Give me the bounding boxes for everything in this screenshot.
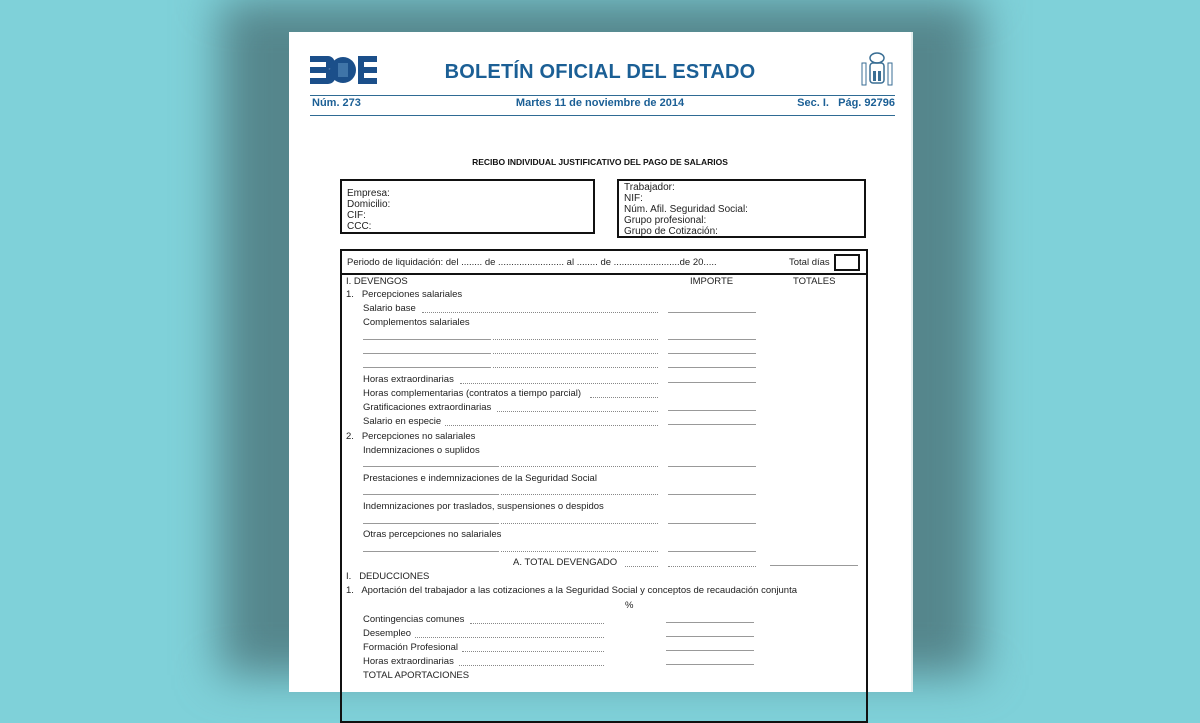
dotted-leader — [462, 651, 604, 652]
worker-label: Trabajador: — [624, 182, 675, 193]
concept-field[interactable] — [363, 339, 491, 340]
dotted-leader — [501, 466, 658, 467]
desempleo-label: Desempleo — [363, 628, 412, 639]
cif-label: CIF: — [347, 210, 366, 221]
dotted-leader — [668, 566, 756, 567]
company-box — [340, 179, 595, 234]
dotted-leader — [497, 411, 658, 412]
horas-extra-label: Horas extraordinarias — [363, 374, 454, 385]
importe-field[interactable] — [668, 353, 756, 354]
percepciones-no-salariales-heading: 2. Percepciones no salariales — [346, 431, 476, 442]
issue-date: Martes 11 de noviembre de 2014 — [515, 97, 685, 109]
total-days-field[interactable] — [834, 254, 860, 271]
period-row — [342, 251, 866, 275]
header-rule-bottom — [310, 115, 895, 116]
importe-field[interactable] — [668, 466, 756, 467]
otras-percepciones-label: Otras percepciones no salariales — [363, 529, 502, 540]
total-devengado-label: A. TOTAL DEVENGADO — [513, 557, 618, 568]
importe-field[interactable] — [668, 523, 756, 524]
dotted-leader — [415, 637, 604, 638]
concept-field[interactable] — [363, 466, 499, 467]
traslados-label: Indemnizaciones por traslados, suspensiones o despidos — [363, 501, 604, 512]
total-days-label: Total días — [789, 257, 830, 268]
contribution-group-label: Grupo de Cotización: — [624, 226, 718, 237]
document-page — [289, 32, 913, 692]
document-title: RECIBO INDIVIDUAL JUSTIFICATIVO DEL PAGO DE SALARIOS — [472, 157, 728, 167]
ccc-label: CCC: — [347, 221, 372, 232]
totales-header: TOTALES — [793, 276, 836, 287]
aportacion-heading: 1. Aportación del trabajador a las cotizaciones a la Seguridad Social y conceptos de recaudación conjunta — [346, 585, 798, 596]
importe-field[interactable] — [668, 339, 756, 340]
deduction-field[interactable] — [666, 650, 754, 651]
dotted-leader — [460, 383, 658, 384]
complementos-label: Complementos salariales — [363, 317, 470, 328]
dotted-leader — [493, 367, 658, 368]
importe-field[interactable] — [668, 382, 756, 383]
contingencias-label: Contingencias comunes — [363, 614, 465, 625]
importe-field[interactable] — [668, 367, 756, 368]
dotted-leader — [501, 494, 658, 495]
deducciones-heading: I. DEDUCCIONES — [346, 571, 430, 582]
period-text: Periodo de liquidación: del ........ de ......................... al ........ de .........................de 20..... — [347, 257, 717, 268]
importe-field[interactable] — [668, 312, 756, 313]
company-label: Empresa: — [347, 188, 390, 199]
professional-group-label: Grupo profesional: — [624, 215, 707, 226]
percepciones-salariales-heading: 1. Percepciones salariales — [346, 289, 463, 300]
concept-field[interactable] — [363, 551, 499, 552]
dotted-leader — [590, 397, 658, 398]
dotted-leader — [470, 623, 604, 624]
concept-field[interactable] — [363, 494, 499, 495]
importe-header: IMPORTE — [690, 276, 734, 287]
dotted-leader — [422, 312, 658, 313]
indemnizaciones-suplidos-label: Indemnizaciones o suplidos — [363, 445, 480, 456]
importe-field[interactable] — [668, 494, 756, 495]
salario-especie-label: Salario en especie — [363, 416, 442, 427]
concept-field[interactable] — [363, 523, 499, 524]
total-devengado-field[interactable] — [770, 565, 858, 566]
deduction-field[interactable] — [666, 664, 754, 665]
devengos-heading: I. DEVENGOS — [346, 276, 408, 287]
importe-field[interactable] — [668, 424, 756, 425]
payroll-table — [340, 249, 868, 723]
dotted-leader — [493, 339, 658, 340]
concept-field[interactable] — [363, 367, 491, 368]
formacion-label: Formación Profesional — [363, 642, 459, 653]
dotted-leader — [493, 353, 658, 354]
importe-field[interactable] — [668, 551, 756, 552]
deduction-field[interactable] — [666, 636, 754, 637]
dotted-leader — [445, 425, 658, 426]
address-label: Domicilio: — [347, 199, 391, 210]
dotted-leader — [459, 665, 604, 666]
coat-of-arms-icon — [859, 51, 895, 89]
salario-base-label: Salario base — [363, 303, 416, 314]
header-rule — [310, 95, 895, 96]
page-title: BOLETÍN OFICIAL DEL ESTADO — [444, 61, 756, 83]
worker-box — [617, 179, 866, 238]
dotted-leader — [501, 551, 658, 552]
issue-number: Núm. 273 — [312, 97, 361, 109]
horas-complementarias-label: Horas complementarias (contratos a tiempo parcial) — [363, 388, 582, 399]
concept-field[interactable] — [363, 353, 491, 354]
dotted-leader — [501, 523, 658, 524]
horas-extra-deduccion-label: Horas extraordinarias — [363, 656, 454, 667]
nif-label: NIF: — [624, 193, 643, 204]
section-page: Sec. I. Pág. 92796 — [797, 97, 895, 109]
deduction-field[interactable] — [666, 622, 754, 623]
ss-number-label: Núm. Afil. Seguridad Social: — [624, 204, 748, 215]
prestaciones-label: Prestaciones e indemnizaciones de la Seguridad Social — [363, 473, 597, 484]
percent-header: % — [625, 600, 634, 611]
dotted-leader — [625, 566, 658, 567]
gratificaciones-label: Gratificaciones extraordinarias — [363, 402, 492, 413]
total-aportaciones-label: TOTAL APORTACIONES — [363, 670, 470, 681]
importe-field[interactable] — [668, 410, 756, 411]
